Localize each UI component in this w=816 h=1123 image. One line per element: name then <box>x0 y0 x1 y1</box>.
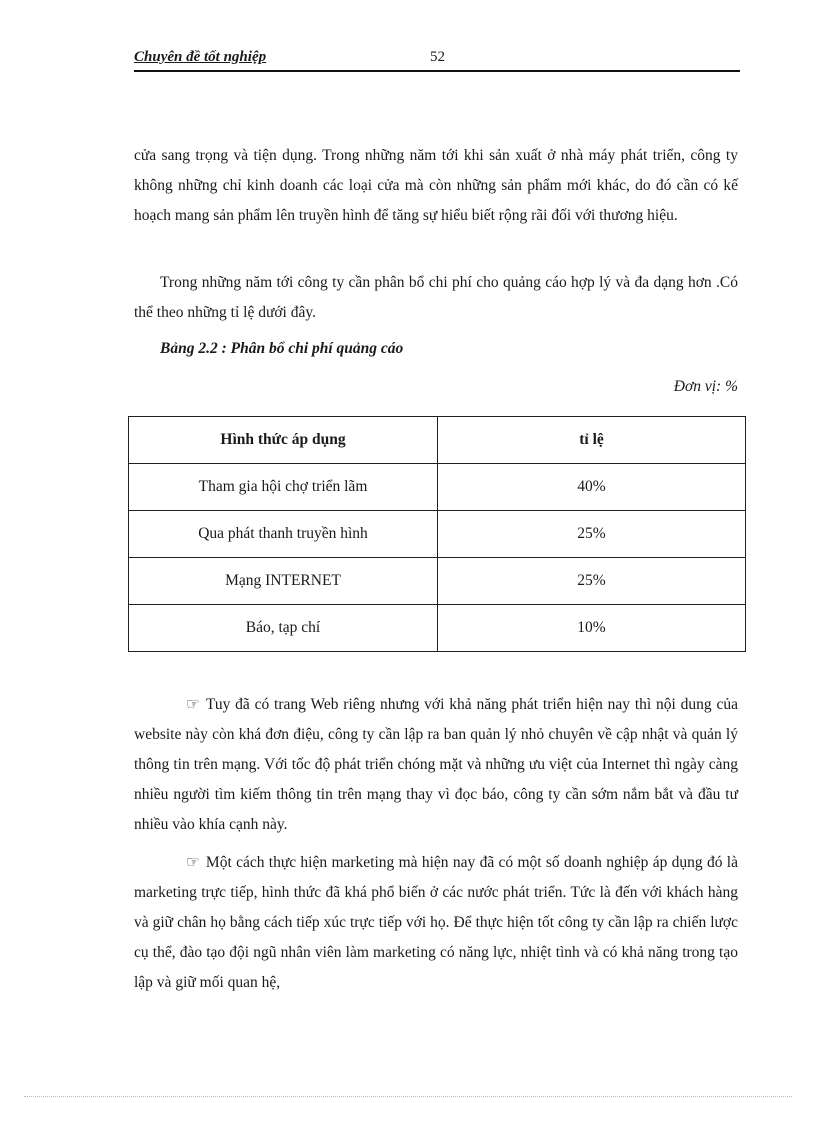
table-row <box>129 558 746 605</box>
footer-divider <box>24 1096 792 1097</box>
paragraph-4 <box>134 848 738 998</box>
paragraph-3 <box>134 690 738 840</box>
page-number: 52 <box>430 49 445 65</box>
rate-cell: 10% <box>438 605 746 652</box>
table-row <box>129 464 746 511</box>
allocation-table <box>128 416 746 652</box>
paragraph-3-text: Tuy đã có trang Web riêng nhưng với khả năng phát triển hiện nay thì nội dung của website này còn khá đơn điệu, công ty cần lập ra ban quản lý nhỏ chuyên về cập nhật và quản lý thông tin trên mạng. Với tốc độ phát triển chóng mặt và những ưu việt của Internet thì ngày càng nhiều người tìm kiếm thông tin trên mạng thay vì đọc báo, công ty cần sớm nắm bắt và đầu tư nhiều vào khía cạnh này. <box>134 696 738 833</box>
table-caption: Bảng 2.2 : Phân bổ chi phí quảng cáo <box>160 340 404 357</box>
rate-cell: 40% <box>438 464 746 511</box>
column-header-rate: tỉ lệ <box>438 417 746 464</box>
rate-cell: 25% <box>438 511 746 558</box>
column-header-method: Hình thức áp dụng <box>129 417 438 464</box>
table-header-row <box>129 417 746 464</box>
table-unit: Đơn vị: % <box>673 378 738 395</box>
document-title: Chuyên đề tốt nghiệp <box>134 49 267 65</box>
method-cell: Mạng INTERNET <box>129 558 438 605</box>
pointing-hand-icon: ☞ <box>186 696 200 713</box>
table-row <box>129 605 746 652</box>
rate-cell: 25% <box>438 558 746 605</box>
page-header <box>134 48 740 72</box>
paragraph-2: Trong những năm tới công ty cần phân bổ chi phí cho quảng cáo hợp lý và đa dạng hơn .Có thể theo những tỉ lệ dưới đây. <box>134 274 738 321</box>
paragraph-4-text: Một cách thực hiện marketing mà hiện nay đã có một số doanh nghiệp áp dụng đó là marketing trực tiếp, hình thức đã khá phổ biến ở các nước phát triển. Tức là đến với khách hàng và giữ chân họ bằng cách tiếp xúc trực tiếp với họ. Để thực hiện tốt công ty cần lập ra chiến lược cụ thể, đào tạo đội ngũ nhân viên làm marketing có năng lực, nhiệt tình và có khả năng trong tạo lập và giữ mối quan hệ, <box>134 854 738 991</box>
method-cell: Báo, tạp chí <box>129 605 438 652</box>
pointing-hand-icon: ☞ <box>186 854 200 871</box>
method-cell: Tham gia hội chợ triển lãm <box>129 464 438 511</box>
paragraph-1: cửa sang trọng và tiện dụng. Trong những năm tới khi sản xuất ở nhà máy phát triển, công ty không những chỉ kinh doanh các loại cửa mà còn những sản phẩm mới khác, do đó cần có kế hoạch mang sản phẩm lên truyền hình để tăng sự hiểu biết rộng rãi đối với thương hiệu. <box>134 147 738 224</box>
table-row <box>129 511 746 558</box>
method-cell: Qua phát thanh truyền hình <box>129 511 438 558</box>
